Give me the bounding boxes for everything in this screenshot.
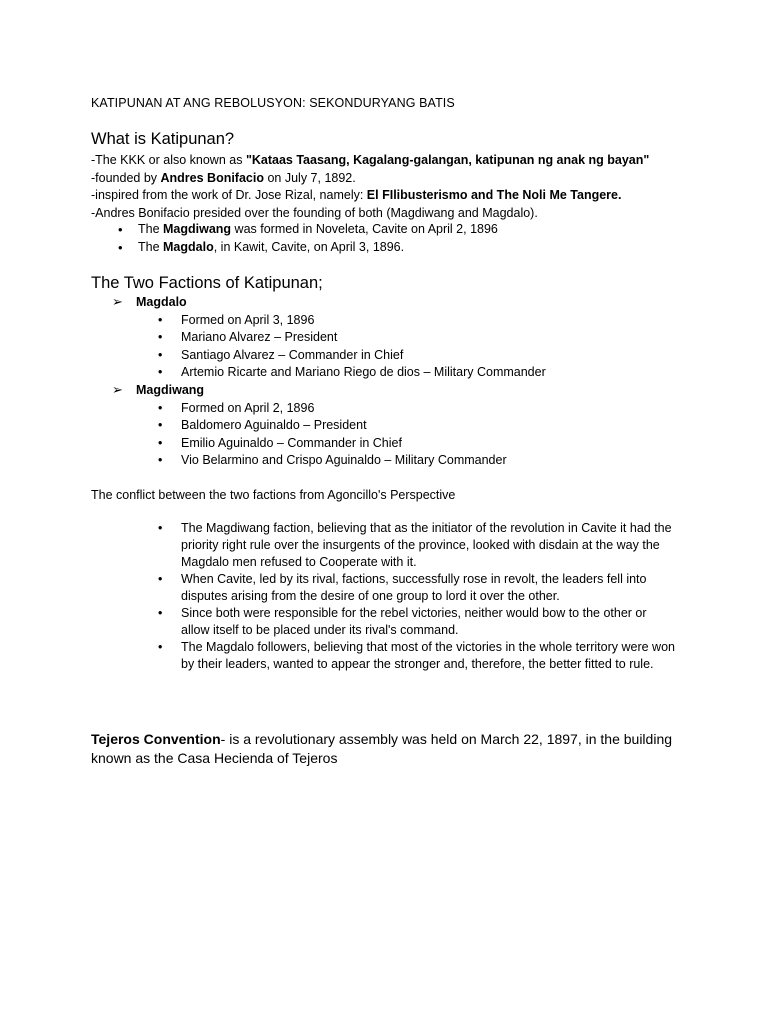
item-text: The: [138, 239, 164, 254]
bullet-icon: •: [158, 347, 163, 362]
faction-item: [112, 364, 546, 382]
conflict-list: [158, 520, 678, 673]
line-text: -The KKK or also known as: [91, 153, 246, 167]
section-heading-two-factions: The Two Factions of Katipunan;: [91, 274, 323, 292]
bullet-icon: •: [158, 640, 163, 654]
item-text: Emilio Aguinaldo – Commander in Chief: [181, 435, 402, 450]
bullet-icon: •: [158, 330, 163, 344]
bullet-icon: •: [158, 435, 163, 450]
item-text: Artemio Ricarte and Mariano Riego de dios – Military Commander: [181, 365, 546, 379]
faction-magdalo: [112, 294, 546, 382]
faction-item: [112, 435, 507, 453]
item-text: Baldomero Aguinaldo – President: [181, 418, 367, 432]
item-text: Mariano Alvarez – President: [181, 330, 338, 344]
faction-item: [112, 452, 507, 470]
bullet-icon: •: [158, 606, 163, 620]
intro-line: [91, 205, 649, 223]
document-title: KATIPUNAN AT ANG REBOLUSYON: SEKONDURYANG BATIS: [91, 96, 455, 110]
item-text: The Magdiwang faction, believing that as the initiator of the revolution in Cavite it had the priority right rule over the insurgents of the province, looked with disdain at the way the Magdalo men refused to Cooperate with it.: [181, 521, 672, 569]
item-text: When Cavite, led by its rival, factions, successfully rose in revolt, the leaders fell into disputes arising from the desire of one group to lord it over the other.: [181, 572, 647, 603]
tejeros-term: Tejeros Convention: [91, 731, 221, 747]
conflict-item: [158, 571, 678, 605]
faction-name: Magdalo: [136, 295, 187, 309]
faction-name: Magdiwang: [136, 383, 205, 397]
item-text: Vio Belarmino and Crispo Aguinaldo – Military Commander: [181, 453, 507, 467]
line-text: on July 7, 1892.: [264, 170, 356, 185]
intro-line: [91, 152, 649, 170]
tejeros-convention-paragraph: [91, 730, 691, 768]
faction-item: [112, 417, 507, 435]
faction-header: [112, 294, 546, 312]
bullet-icon: •: [158, 572, 163, 586]
item-text: Formed on April 2, 1896: [181, 400, 315, 415]
line-bold-text: Andres Bonifacio: [160, 170, 264, 185]
bullet-icon: •: [158, 312, 163, 327]
tejeros-text: - is a revolutionary assembly was held on March 22, 1897, in the building known as the Casa Hecienda of Tejeros: [91, 731, 673, 766]
conflict-item: [158, 639, 678, 673]
item-text: Since both were responsible for the rebel victories, neither would bow to the other or allow itself to be placed under its rival's command.: [181, 606, 647, 637]
line-text: -founded by: [91, 170, 161, 185]
faction-item: [112, 347, 546, 365]
item-bold-text: Magdalo: [163, 239, 214, 254]
item-text: was formed in Noveleta, Cavite on April 2, 1896: [231, 222, 498, 236]
list-item: [118, 239, 498, 257]
bullet-icon: •: [158, 418, 163, 432]
faction-item: [112, 400, 507, 418]
intro-lines: [91, 152, 649, 222]
conflict-item: [158, 520, 678, 571]
faction-item: [112, 329, 546, 347]
line-bold-text: "Kataas Taasang, Kagalang-galangan, katipunan ng anak ng bayan": [245, 153, 650, 167]
bullet-icon: •: [158, 365, 163, 379]
arrow-bullet-icon: ➢: [112, 294, 123, 309]
section-heading-what-is-katipunan: What is Katipunan?: [91, 130, 235, 148]
conflict-item: [158, 605, 678, 639]
faction-header: [112, 382, 507, 400]
bullet-icon: •: [158, 453, 163, 467]
item-text: , in Kawit, Cavite, on April 3, 1896.: [213, 239, 405, 254]
line-text: -inspired from the work of Dr. Jose Rizal, namely:: [91, 188, 367, 202]
item-text: The Magdalo followers, believing that most of the victories in the whole territory were won by their leaders, wanted to appear the stronger and, therefore, the better fitted to rule.: [181, 640, 675, 671]
faction-magdiwang: [112, 382, 507, 470]
conflict-title: The conflict between the two factions from Agoncillo's Perspective: [91, 488, 456, 502]
bullet-icon: •: [158, 521, 163, 535]
intro-line: [91, 170, 649, 188]
intro-line: [91, 187, 649, 205]
line-text: -Andres Bonifacio presided over the founding of both (Magdiwang and Magdalo).: [91, 205, 538, 220]
bullet-icon: •: [118, 222, 123, 237]
item-text: Formed on April 3, 1896: [181, 312, 315, 327]
item-text: Santiago Alvarez – Commander in Chief: [181, 347, 404, 362]
line-bold-text: El FIlibusterismo and The Noli Me Tangere.: [366, 188, 622, 202]
faction-founding-list: [118, 221, 498, 256]
bullet-icon: •: [158, 400, 163, 415]
arrow-bullet-icon: ➢: [112, 382, 123, 397]
item-text: The: [138, 222, 164, 236]
list-item: [118, 221, 498, 239]
bullet-icon: •: [118, 239, 123, 255]
faction-item: [112, 312, 546, 330]
item-bold-text: Magdiwang: [163, 222, 232, 236]
